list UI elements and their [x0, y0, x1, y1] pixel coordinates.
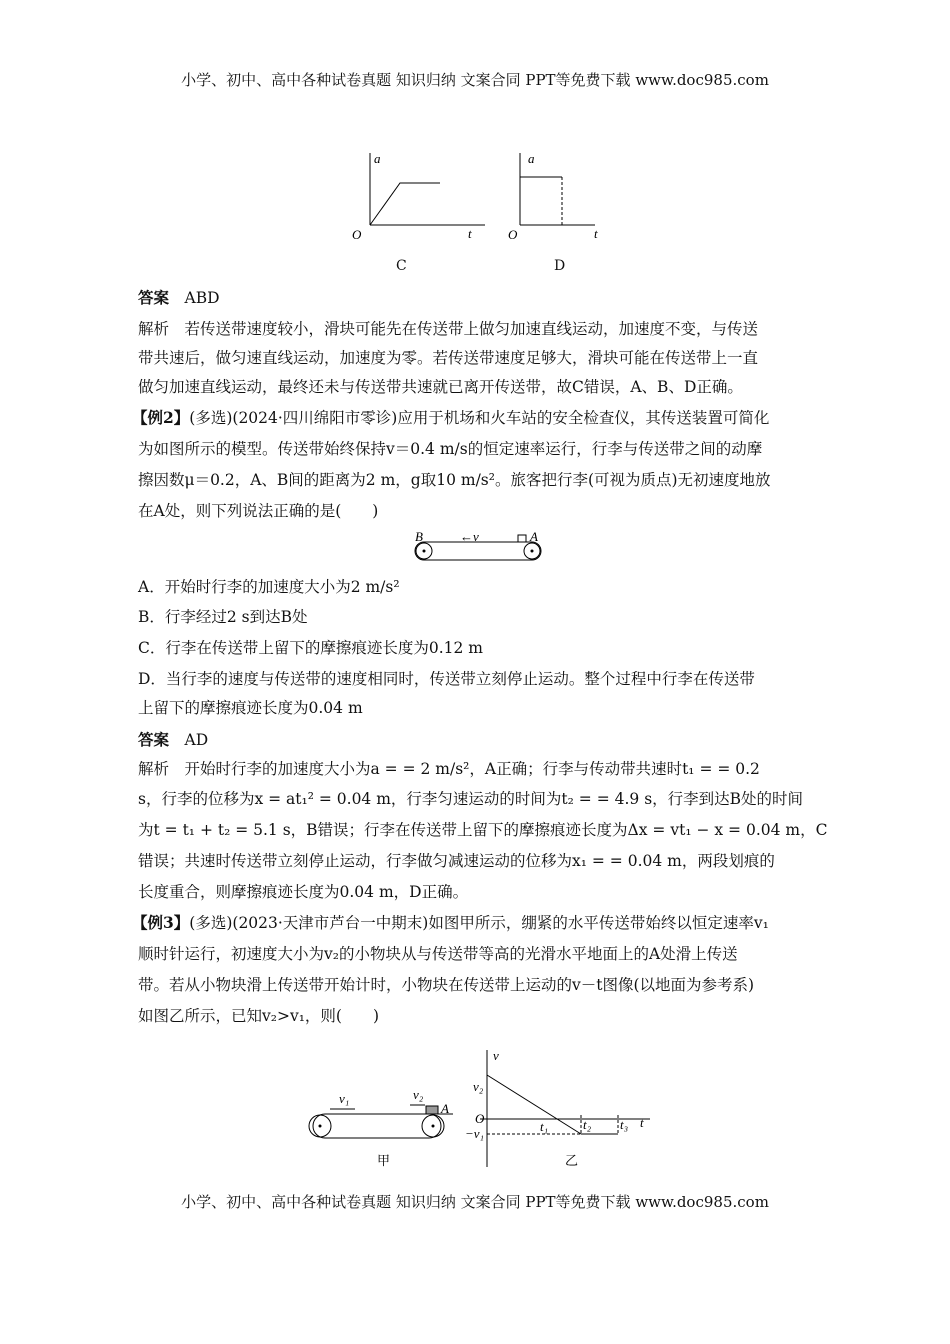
- svg-text:t₁: t₁: [540, 1119, 549, 1134]
- analysis-line: 为t = t₁ + t₂ = 5.1 s，B错误；行李在传送带上留下的摩擦痕迹长度为Δx = vt₁ − x = 0.04 m，C: [138, 821, 828, 839]
- answer-2: 答案 AD: [138, 730, 209, 749]
- option-c: C．行李在传送带上留下的摩擦痕迹长度为0.12 m: [138, 639, 483, 657]
- svg-text:甲: 甲: [377, 1153, 391, 1168]
- option-b: B．行李经过2 s到达B处: [138, 608, 308, 626]
- example-2-stem: 【例2】(多选)(2024·四川绵阳市零诊)应用于机场和火车站的安全检查仪，其传送装置可简化: [132, 408, 770, 427]
- belt-diagram: [405, 528, 555, 564]
- analysis-line: 长度重合，则摩擦痕迹长度为0.04 m，D正确。: [138, 883, 469, 901]
- svg-text:B: B: [415, 529, 423, 544]
- stem-line: 擦因数μ＝0.2，A、B间的距离为2 m，g取10 m/s²。旅客把行李(可视为质点)无初速度地放: [138, 471, 771, 489]
- svg-text:O: O: [352, 227, 362, 242]
- svg-text:O: O: [508, 227, 518, 242]
- page-header: 小学、初中、高中各种试卷真题 知识归纳 文案合同 PPT等免费下载 www.doc985.com: [181, 71, 769, 89]
- svg-text:t: t: [468, 226, 472, 241]
- svg-text:a: a: [374, 151, 381, 166]
- svg-text:乙: 乙: [565, 1153, 579, 1168]
- svg-text:A: A: [441, 1101, 449, 1116]
- analysis-line: 错误；共速时传送带立刻停止运动，行李做匀减速运动的位移为x₁ = = 0.04 m，两段划痕的: [138, 852, 775, 870]
- stem-line: 为如图所示的模型。传送带始终保持v＝0.4 m/s的恒定速率运行，行李与传送带之间的动摩: [138, 440, 763, 458]
- svg-text:t₃: t₃: [620, 1117, 629, 1132]
- analysis-line: 解析 若传送带速度较小，滑块可能先在传送带上做匀加速直线运动，加速度不变，与传送: [138, 320, 759, 338]
- stem-line: 带。若从小物块滑上传送带开始计时，小物块在传送带上运动的v－t图像(以地面为参考系): [138, 976, 755, 994]
- caption-d: D: [554, 258, 566, 274]
- analysis-line: 做匀加速直线运动，最终还未与传送带共速就已离开传送带，故C错误，A、B、D正确。: [138, 378, 743, 396]
- svg-text:t₂: t₂: [583, 1117, 592, 1132]
- svg-text:v₂: v₂: [413, 1087, 424, 1102]
- option-d: D．当行李的速度与传送带的速度相同时，传送带立刻停止运动。整个过程中行李在传送带: [138, 670, 755, 688]
- svg-text:O: O: [475, 1111, 485, 1126]
- graphs-c-d: [340, 145, 620, 245]
- svg-text:v₁: v₁: [339, 1091, 350, 1106]
- stem-line: 在A处，则下列说法正确的是( ): [138, 502, 379, 520]
- svg-text:a: a: [528, 151, 535, 166]
- example-3-stem: 【例3】(多选)(2023·天津市芦台一中期末)如图甲所示，绷紧的水平传送带始终以恒定速率v₁: [132, 913, 769, 932]
- svg-text:−v₁: −v₁: [465, 1126, 485, 1141]
- analysis-line: s，行李的位移为x = at₁² = 0.04 m，行李匀速运动的时间为t₂ = = 4.9 s，行李到达B处的时间: [138, 790, 804, 808]
- option-a: A．开始时行李的加速度大小为2 m/s²: [138, 578, 400, 596]
- svg-text:t: t: [640, 1115, 644, 1130]
- svg-text:←v: ←v: [460, 529, 479, 544]
- stem-line: 顺时针运行，初速度大小为v₂的小物块从与传送带等高的光滑水平地面上的A处滑上传送: [138, 945, 738, 963]
- svg-text:A: A: [530, 529, 538, 544]
- figure-jia-yi: [295, 1045, 655, 1175]
- analysis-line: 带共速后，做匀速直线运动，加速度为零。若传送带速度足够大，滑块可能在传送带上一直: [138, 349, 759, 367]
- page-footer: 小学、初中、高中各种试卷真题 知识归纳 文案合同 PPT等免费下载 www.doc985.com: [181, 1193, 769, 1211]
- stem-line: 如图乙所示，已知v₂>v₁，则( ): [138, 1007, 380, 1025]
- answer-1: 答案 ABD: [138, 288, 220, 307]
- option-d-cont: 上留下的摩擦痕迹长度为0.04 m: [138, 699, 363, 717]
- svg-text:v: v: [493, 1048, 499, 1063]
- svg-text:t: t: [594, 226, 598, 241]
- analysis-line: 解析 开始时行李的加速度大小为a = = 2 m/s²，A正确；行李与传动带共速时t₁ = = 0.2: [138, 760, 760, 778]
- svg-text:v₂: v₂: [473, 1079, 484, 1094]
- caption-c: C: [396, 258, 407, 274]
